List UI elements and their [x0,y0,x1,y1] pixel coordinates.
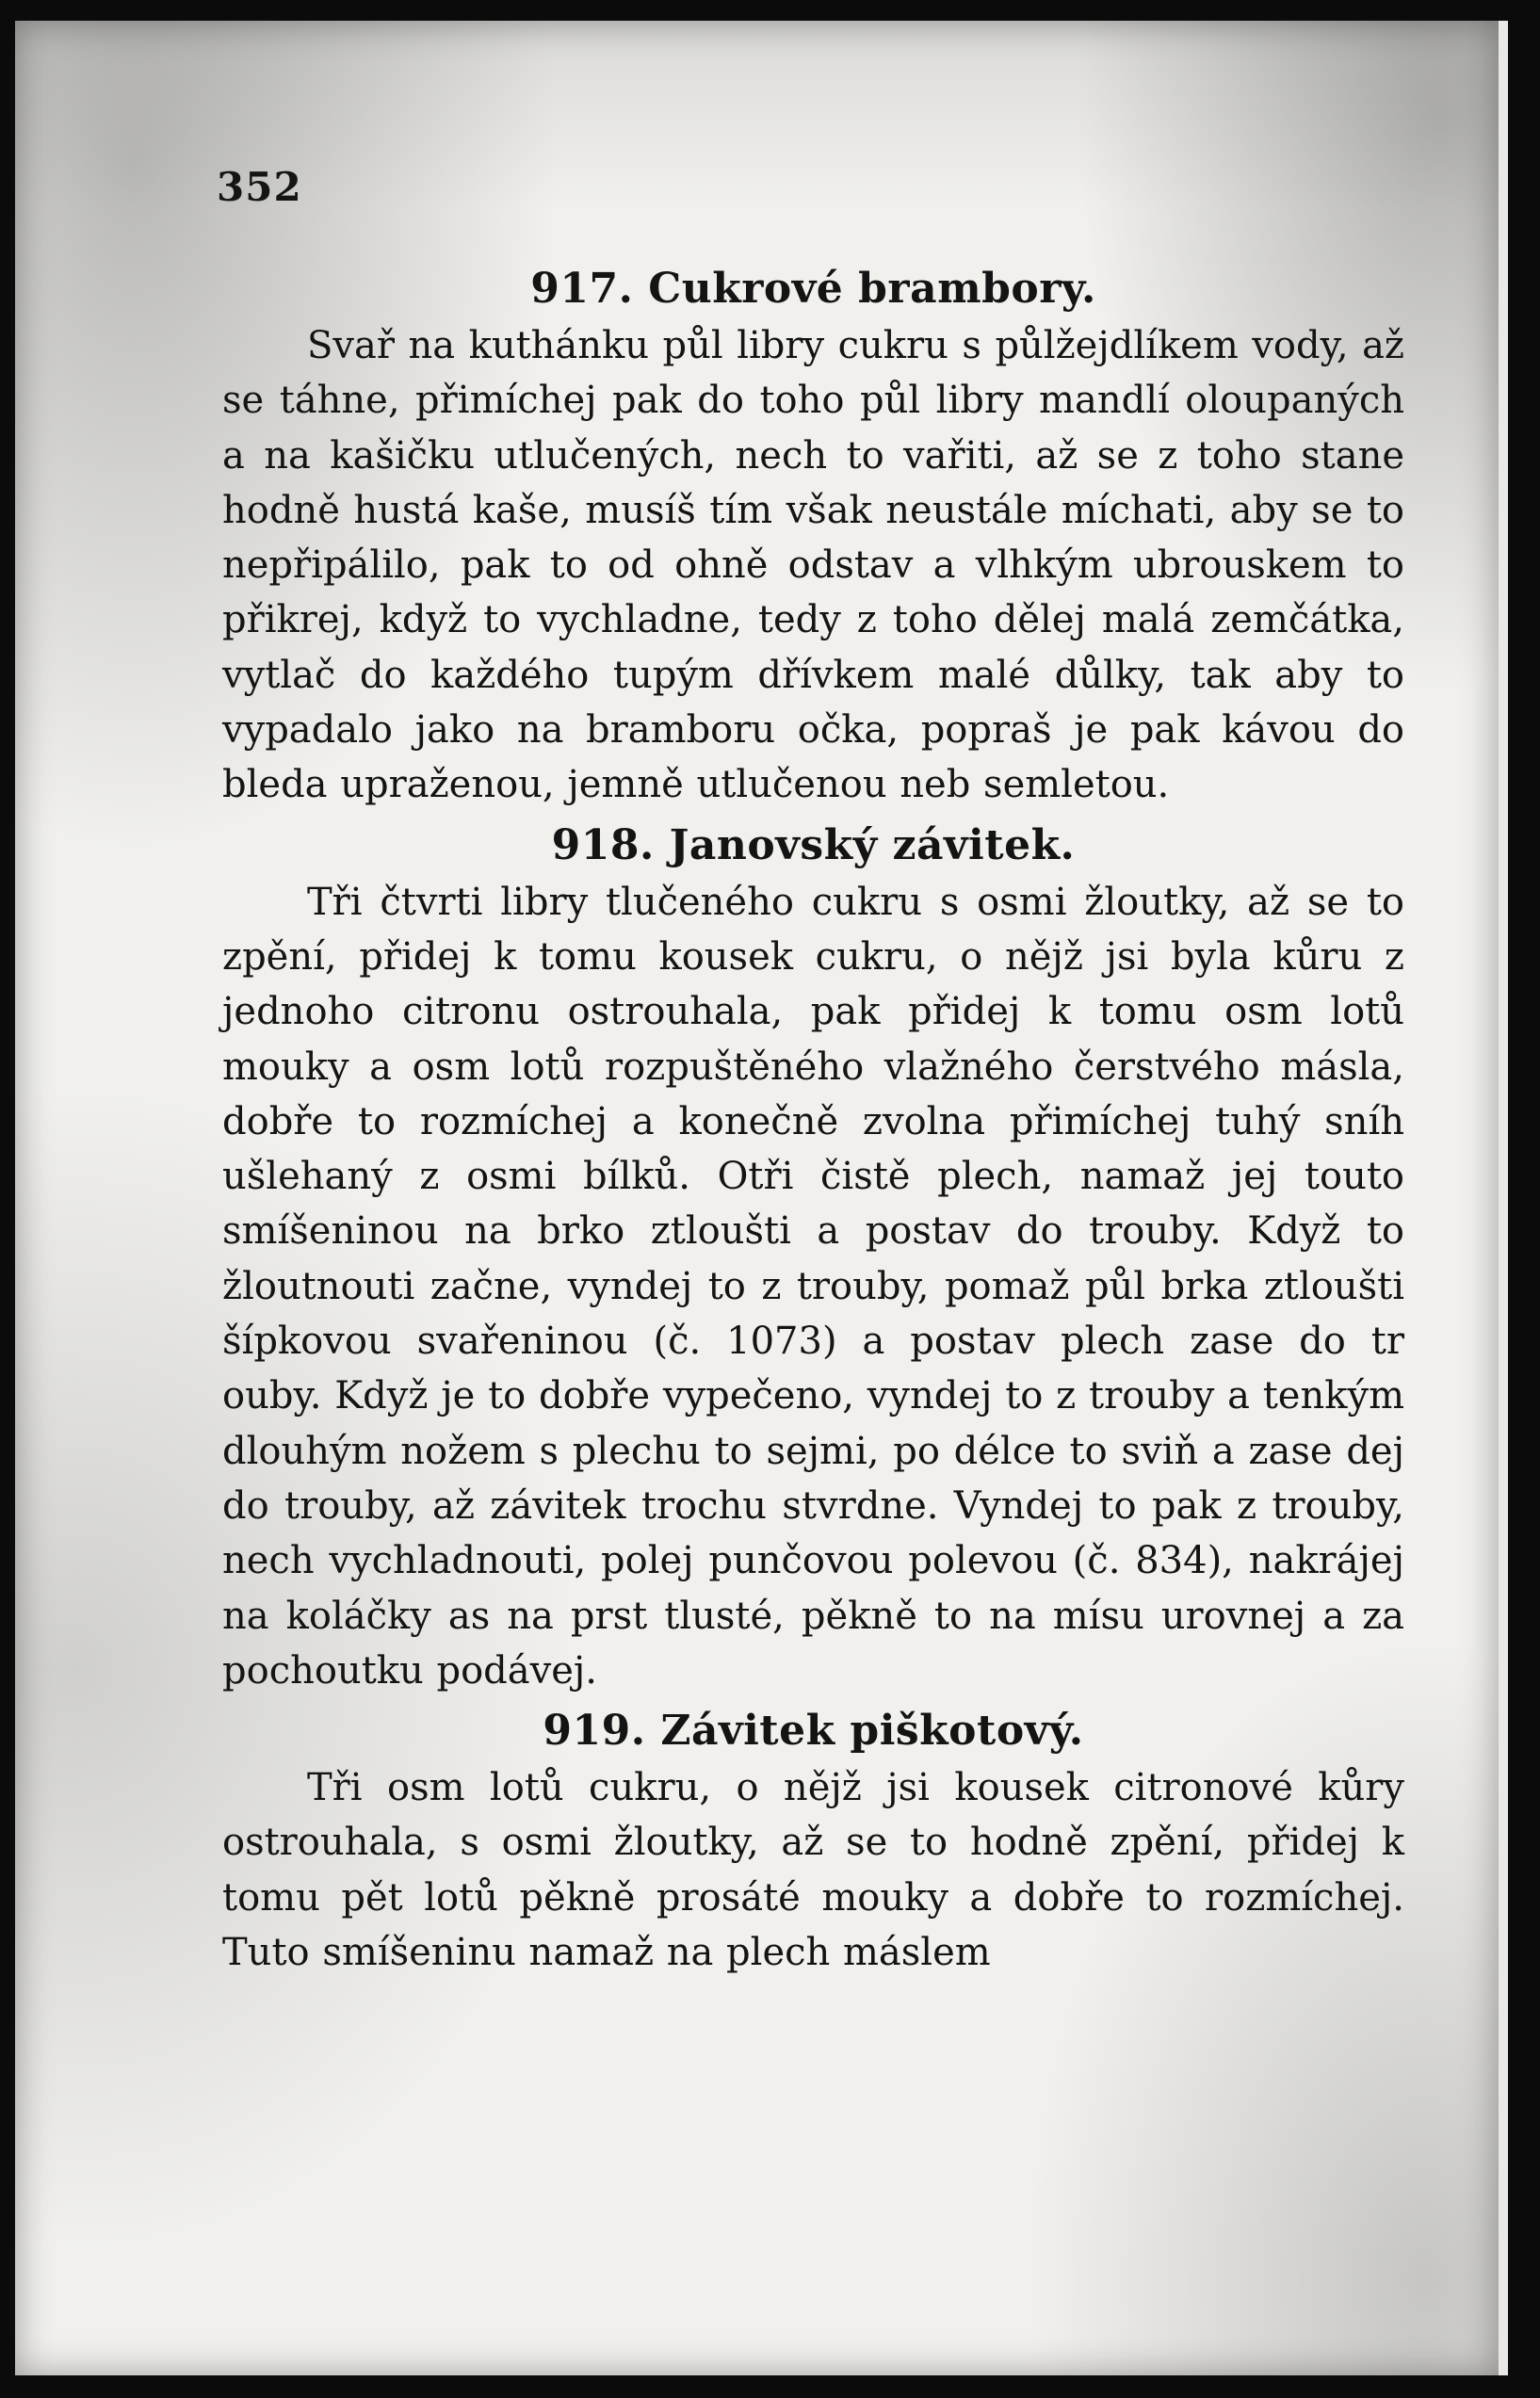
recipe-title-919: 919. Závitek piškotový. [543,1707,1084,1756]
recipe-title-918: 918. Janovský závitek. [551,820,1076,869]
recipe-body-918: Tři čtvrti libry tlučeného cukru s osmi žloutky, až se to zpění, přidej k tomu kousek cukru, o nějž jsi byla kůru z jednoho citronu ostrouhala, pak přidej k tomu osm lotů mouky a osm lotů rozpuštěného vlažného čerstvého másla, dobře to rozmíchej a konečně zvolna přimíchej tuhý sníh ušlehaný z osmi bílků. Otři čistě plech, namaž jej touto smíšeninou na brko ztloušti a postav do trouby. Když to žloutnouti začne, vyndej to z trouby, pomaž půl brka ztloušti šípkovou svařeninou (č. 1073) a postav plech zase do tr ouby. Když je to dobře vypečeno, vyndej to z trouby a tenkým dlouhým nožem s plechu to sejmi, po délce to sviň a zase dej do trouby, až závitek trochu stvrdne. Vyndej to pak z trouby, nech vychladnouti, polej punčovou polevou (č. 834), nakrájej na koláčky as na prst tlusté, pěkně to na mísu urovnej a za pochoutku podávej. [222,880,1404,1693]
recipe-title-917: 917. Cukrové brambory. [530,265,1096,313]
recipe-body-917: Svař na kuthánku půl libry cukru s půlžejdlíkem vody, až se táhne, přimíchej pak do toho půl libry mandlí oloupaných a na kašičku utlučených, nech to vařiti, až se z toho stane hodně hustá kaše, musíš tím však neustále míchati, aby se to nepřipálilo, pak to od ohně odstav a vlhkým ubrouskem to přikrej, když to vychladne, tedy z toho dělej malá zemčátka, vytlač do každého tupým dřívkem malé důlky, tak aby to vypadalo jako na bramboru očka, popraš je pak kávou do bleda upraženou, jemně utlučenou neb semletou. [222,324,1404,807]
page-number: 352 [217,164,302,210]
recipe-body-919: Tři osm lotů cukru, o nějž jsi kousek citronové kůry ostrouhala, s osmi žloutky, až se to hodně zpění, přidej k tomu pět lotů pěkně prosáté mouky a dobře to rozmíchej. Tuto smíšeninu namaž na plech máslem [222,1766,1404,1975]
page-content [222,247,1404,1980]
